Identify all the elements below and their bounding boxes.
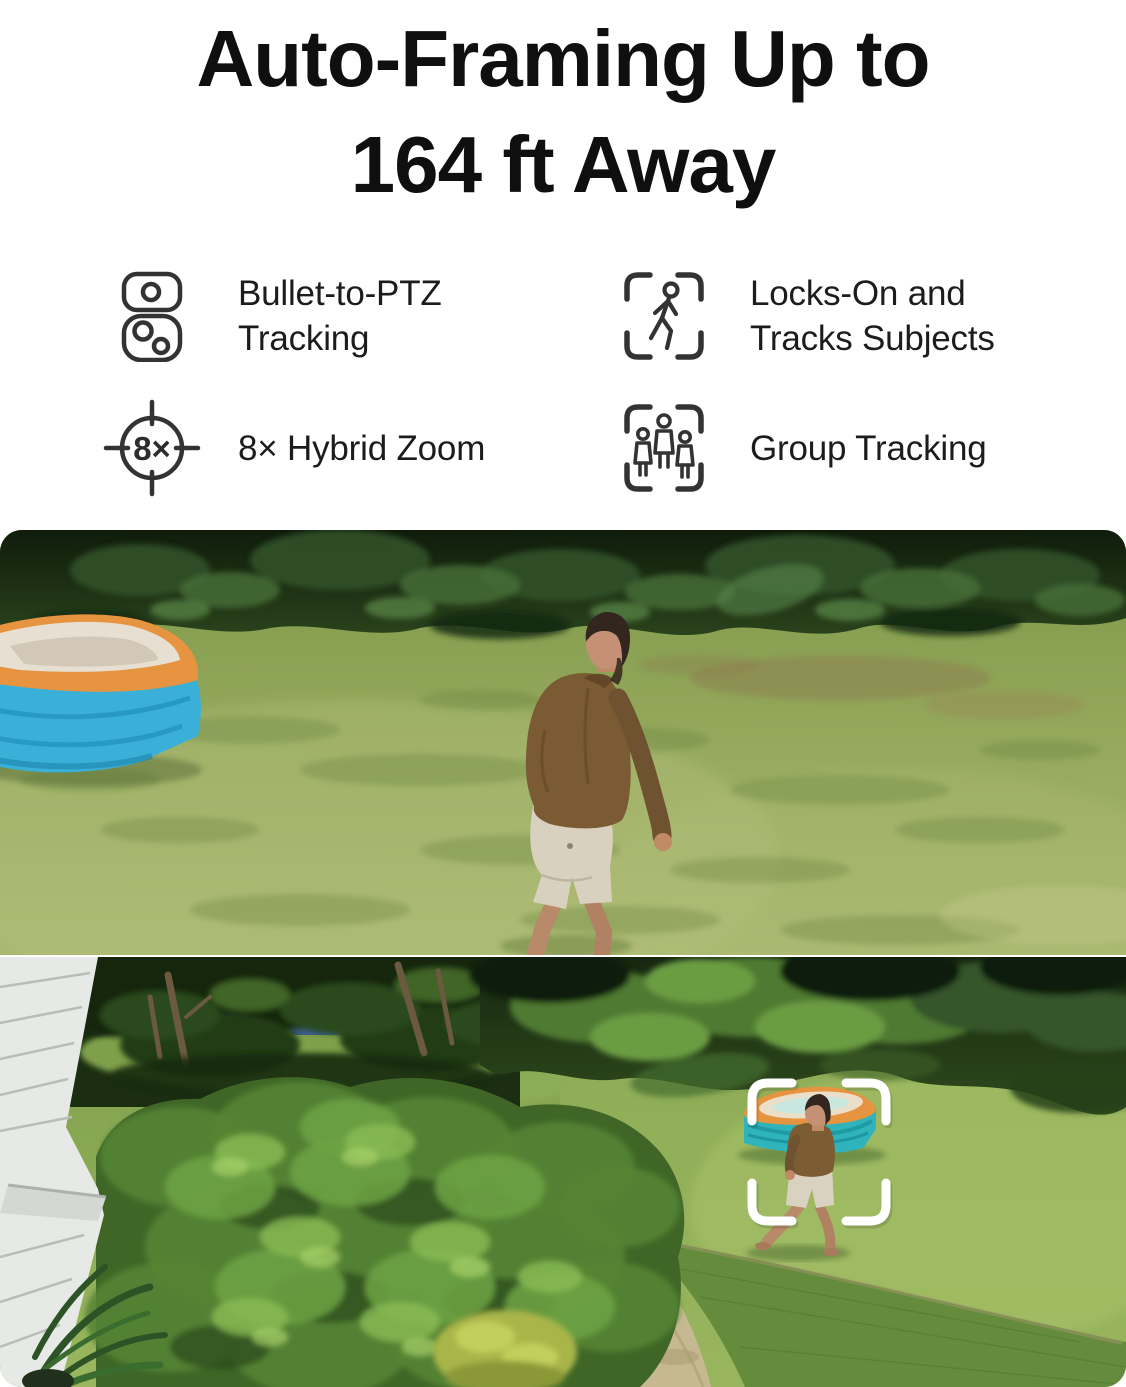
page-title xyxy=(0,0,1126,218)
hedge xyxy=(0,530,1126,639)
photo-stack xyxy=(0,530,1126,1387)
photo-ptz-wide-view xyxy=(0,957,1126,1387)
title-line-2: 164 ft Away xyxy=(350,120,776,209)
title-line-1: Auto-Framing Up to xyxy=(196,14,930,103)
foreground-bushes xyxy=(85,1077,684,1387)
feature-group-tracking xyxy=(612,398,1060,498)
inflatable-pool xyxy=(0,614,202,786)
photo-bullet-camera-view xyxy=(0,530,1126,955)
bullet-to-ptz-camera-icon xyxy=(100,270,204,362)
zoom-crosshair-icon xyxy=(100,398,204,498)
feature-label: Bullet-to-PTZ Tracking xyxy=(238,274,442,358)
feature-label: 8× Hybrid Zoom xyxy=(238,428,486,468)
zoom-factor-text: 8× xyxy=(133,430,171,467)
feature-label: Locks-On and Tracks Subjects xyxy=(750,274,995,358)
feature-bullet-to-ptz xyxy=(100,268,612,364)
feature-hybrid-zoom xyxy=(100,398,612,498)
feature-list xyxy=(100,268,1060,498)
subject-lock-frame-icon xyxy=(612,270,716,362)
group-tracking-frame-icon xyxy=(612,402,716,494)
feature-label: Group Tracking xyxy=(750,428,987,468)
feature-locks-on xyxy=(612,268,1060,364)
